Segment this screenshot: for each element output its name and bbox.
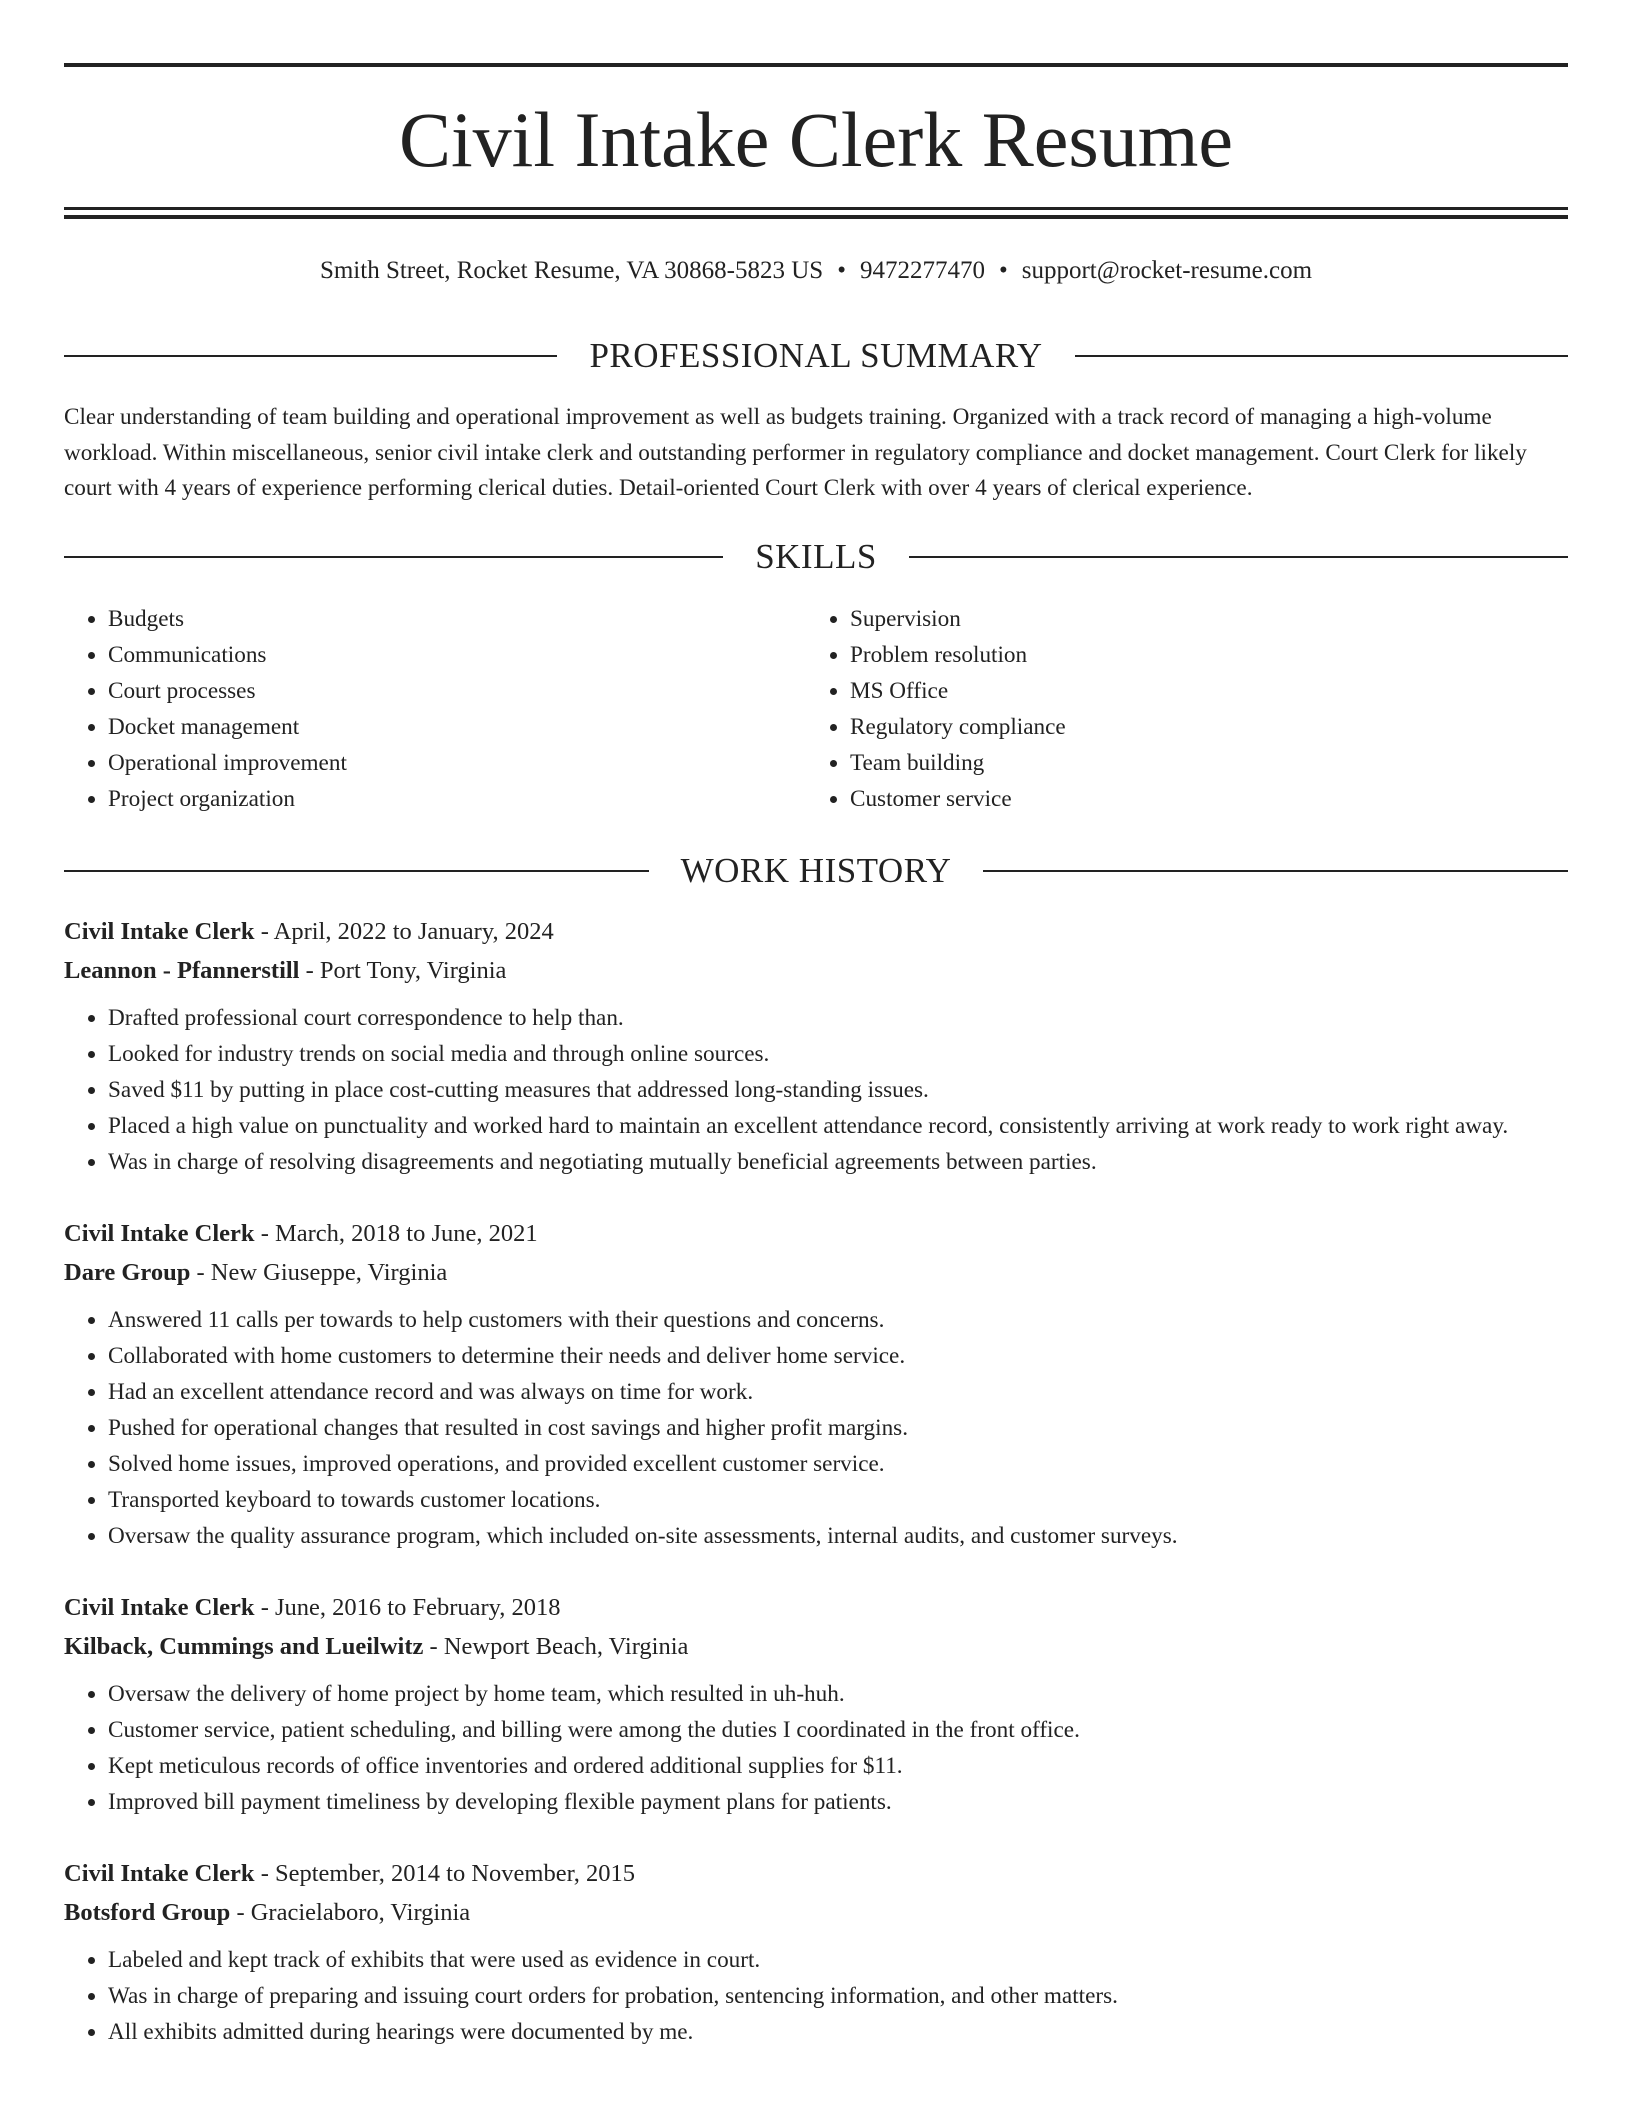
job-title: Civil Intake Clerk xyxy=(64,1220,255,1247)
skill-item: • MS Office xyxy=(850,673,1548,709)
job-location: Newport Beach, Virginia xyxy=(443,1633,689,1660)
contact-line xyxy=(64,254,1568,288)
job-bullet: • Customer service, patient scheduling, and billing were among the duties I coordinated in the front office. xyxy=(108,1712,1568,1748)
job-entry xyxy=(64,912,1568,1180)
job-location: Gracielaboro, Virginia xyxy=(250,1899,471,1926)
skill-item: • Budgets xyxy=(108,601,806,637)
work-heading-label: WORK HISTORY xyxy=(680,851,952,890)
summary-text: Clear understanding of team building and operational improvement as well as budgets training. Organized with a track record of managing a high-volume workload. Within miscellaneous, senior civil intake clerk and outstanding performer in regulatory compliance and docket management. Court Clerk for likely court with 4 years of experience performing clerical duties. Detail-oriented Court Clerk with over 4 years of clerical experience. xyxy=(64,404,1527,501)
job-company-line: Botsford Group - Gracielaboro, Virginia xyxy=(64,1899,471,1926)
job-entry xyxy=(64,1854,1568,2050)
skill-item: • Customer service xyxy=(850,781,1548,817)
job-bullet: • Improved bill payment timeliness by developing flexible payment plans for patients. xyxy=(108,1784,1568,1820)
job-company-line: Dare Group - New Giuseppe, Virginia xyxy=(64,1259,448,1286)
heading-rule xyxy=(64,556,723,558)
job-bullets xyxy=(64,1302,1568,1554)
job-dates: March, 2018 to June, 2021 xyxy=(274,1220,538,1247)
job-bullet: • Saved $11 by putting in place cost-cutting measures that addressed long-standing issues. xyxy=(108,1072,1568,1108)
skills-heading-label: SKILLS xyxy=(755,537,877,576)
job-bullet: • Kept meticulous records of office inventories and ordered additional supplies for $11. xyxy=(108,1748,1568,1784)
job-bullets xyxy=(64,1676,1568,1820)
skills-column-right xyxy=(806,601,1548,817)
skill-item: • Communications xyxy=(108,637,806,673)
job-title-line: Civil Intake Clerk - April, 2022 to January, 2024 xyxy=(64,918,554,945)
job-bullet: • All exhibits admitted during hearings were documented by me. xyxy=(108,2014,1568,2050)
job-title-line: Civil Intake Clerk - March, 2018 to June, 2021 xyxy=(64,1220,538,1247)
job-bullet: • Was in charge of resolving disagreements and negotiating mutually beneficial agreements between parties. xyxy=(108,1144,1568,1180)
skill-item: • Regulatory compliance xyxy=(850,709,1548,745)
contact-separator: • xyxy=(837,257,846,284)
job-bullet: • Had an excellent attendance record and was always on time for work. xyxy=(108,1374,1568,1410)
job-entry xyxy=(64,1214,1568,1554)
contact-address: Smith Street, Rocket Resume, VA 30868-5823 US xyxy=(319,257,824,284)
heading-rule xyxy=(64,355,557,357)
job-dates: April, 2022 to January, 2024 xyxy=(273,918,554,945)
job-title-line: Civil Intake Clerk - September, 2014 to November, 2015 xyxy=(64,1860,636,1887)
contact-email: support@rocket-resume.com xyxy=(1021,257,1313,284)
job-bullet: • Drafted professional court correspondence to help than. xyxy=(108,1000,1568,1036)
job-dates: June, 2016 to February, 2018 xyxy=(274,1594,561,1621)
skills-column-left xyxy=(64,601,806,817)
job-company: Leannon - Pfannerstill xyxy=(64,957,300,984)
job-bullet: • Answered 11 calls per towards to help customers with their questions and concerns. xyxy=(108,1302,1568,1338)
heading-rule xyxy=(909,556,1568,558)
job-bullet: • Pushed for operational changes that resulted in cost savings and higher profit margins. xyxy=(108,1410,1568,1446)
skills-list xyxy=(64,601,1568,817)
heading-rule xyxy=(983,870,1568,872)
job-company: Dare Group xyxy=(64,1259,191,1286)
contact-separator: • xyxy=(998,257,1008,284)
job-title: Civil Intake Clerk xyxy=(64,1860,255,1887)
contact-phone: 9472277470 xyxy=(859,257,985,284)
job-location: Port Tony, Virginia xyxy=(319,957,507,984)
skill-item: • Docket management xyxy=(108,709,806,745)
skills-heading xyxy=(64,537,1568,577)
job-entry xyxy=(64,1588,1568,1820)
skill-item: • Problem resolution xyxy=(850,637,1548,673)
summary-heading-label: PROFESSIONAL SUMMARY xyxy=(589,336,1043,375)
job-location: New Giuseppe, Virginia xyxy=(210,1259,448,1286)
heading-rule xyxy=(64,870,649,872)
title-rule-lower xyxy=(64,215,1568,219)
job-bullet: • Oversaw the delivery of home project by home team, which resulted in uh-huh. xyxy=(108,1676,1568,1712)
summary-heading xyxy=(64,336,1568,376)
job-title: Civil Intake Clerk xyxy=(64,918,255,945)
job-bullet: • Solved home issues, improved operations, and provided excellent customer service. xyxy=(108,1446,1568,1482)
job-bullet: • Was in charge of preparing and issuing court orders for probation, sentencing information, and other matters. xyxy=(108,1978,1568,2014)
skill-item: • Court processes xyxy=(108,673,806,709)
title-rule-upper xyxy=(64,207,1568,210)
job-company-line: Leannon - Pfannerstill - Port Tony, Virginia xyxy=(64,957,507,984)
heading-rule xyxy=(1075,355,1568,357)
job-company-line: Kilback, Cummings and Lueilwitz - Newport Beach, Virginia xyxy=(64,1633,689,1660)
job-company: Kilback, Cummings and Lueilwitz xyxy=(64,1633,424,1660)
resume-title: Civil Intake Clerk Resume xyxy=(398,96,1233,183)
job-title-line: Civil Intake Clerk - June, 2016 to February, 2018 xyxy=(64,1594,561,1621)
skill-item: • Project organization xyxy=(108,781,806,817)
skill-item: • Team building xyxy=(850,745,1548,781)
job-title: Civil Intake Clerk xyxy=(64,1594,255,1621)
job-bullet: • Transported keyboard to towards customer locations. xyxy=(108,1482,1568,1518)
skill-item: • Operational improvement xyxy=(108,745,806,781)
work-history xyxy=(64,912,1568,2084)
job-company: Botsford Group xyxy=(64,1899,231,1926)
work-heading xyxy=(64,851,1568,891)
job-bullets xyxy=(64,1942,1568,2050)
top-rule xyxy=(64,63,1568,67)
job-bullet: • Oversaw the quality assurance program, which included on-site assessments, internal audits, and customer surveys. xyxy=(108,1518,1568,1554)
job-bullet: • Looked for industry trends on social media and through online sources. xyxy=(108,1036,1568,1072)
job-dates: September, 2014 to November, 2015 xyxy=(274,1860,636,1887)
job-bullet: • Labeled and kept track of exhibits that were used as evidence in court. xyxy=(108,1942,1568,1978)
skill-item: • Supervision xyxy=(850,601,1548,637)
job-bullet: • Collaborated with home customers to determine their needs and deliver home service. xyxy=(108,1338,1568,1374)
job-bullet: • Placed a high value on punctuality and worked hard to maintain an excellent attendance record, consistently arriving at work ready to work right away. xyxy=(108,1108,1568,1144)
job-bullets xyxy=(64,1000,1568,1180)
